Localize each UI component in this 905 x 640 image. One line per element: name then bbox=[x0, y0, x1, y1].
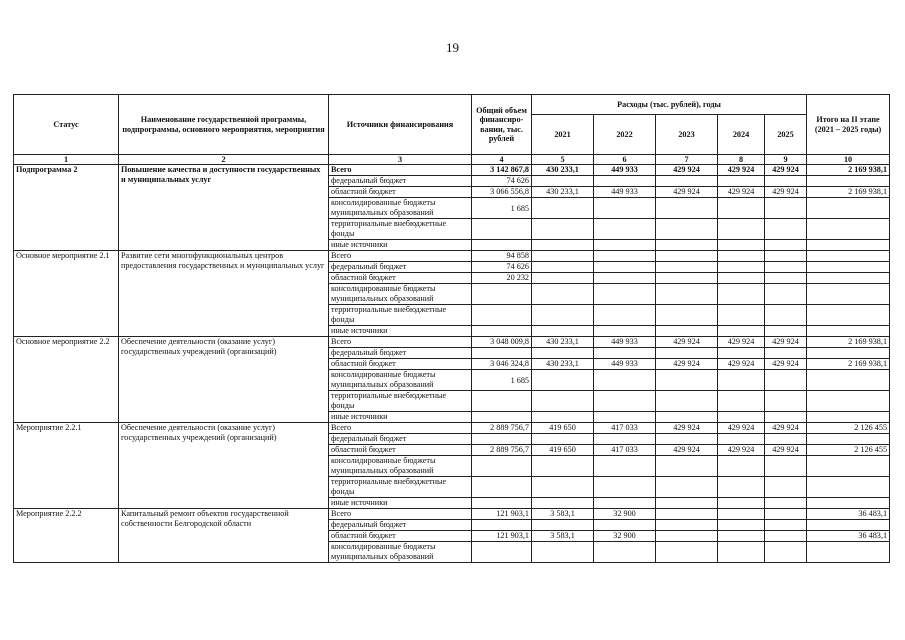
stage-total-cell bbox=[807, 198, 890, 219]
table-row bbox=[14, 337, 890, 348]
year-value-cell: 429 924 bbox=[656, 165, 718, 176]
year-value-cell bbox=[718, 412, 765, 423]
year-value-cell: 430 233,1 bbox=[532, 337, 594, 348]
year-value-cell bbox=[718, 542, 765, 563]
year-value-cell: 429 924 bbox=[765, 187, 807, 198]
year-value-cell: 429 924 bbox=[718, 187, 765, 198]
funding-source: территориальные внебюджетные фонды bbox=[329, 391, 472, 412]
year-value-cell bbox=[594, 219, 656, 240]
stage-total-cell: 2 169 938,1 bbox=[807, 337, 890, 348]
year-value-cell: 429 924 bbox=[656, 359, 718, 370]
funding-source: иные источники bbox=[329, 412, 472, 423]
year-value-cell bbox=[532, 477, 594, 498]
year-value-cell bbox=[594, 542, 656, 563]
year-value-cell bbox=[532, 262, 594, 273]
year-value-cell bbox=[765, 262, 807, 273]
year-value-cell bbox=[532, 326, 594, 337]
year-value-cell bbox=[656, 219, 718, 240]
year-value-cell: 429 924 bbox=[718, 423, 765, 434]
year-value-cell: 429 924 bbox=[765, 423, 807, 434]
year-value-cell bbox=[718, 391, 765, 412]
header-status: Статус bbox=[14, 95, 119, 155]
total-volume-cell: 1 685 bbox=[472, 370, 532, 391]
funding-source: территориальные внебюджетные фонды bbox=[329, 219, 472, 240]
year-value-cell bbox=[594, 198, 656, 219]
stage-total-cell bbox=[807, 412, 890, 423]
year-value-cell: 429 924 bbox=[718, 165, 765, 176]
year-value-cell bbox=[718, 251, 765, 262]
stage-total-cell bbox=[807, 176, 890, 187]
stage-total-cell bbox=[807, 262, 890, 273]
budget-table bbox=[13, 94, 890, 563]
year-value-cell bbox=[718, 326, 765, 337]
stage-total-cell: 2 169 938,1 bbox=[807, 359, 890, 370]
year-value-cell bbox=[718, 219, 765, 240]
year-value-cell: 429 924 bbox=[718, 445, 765, 456]
total-volume-cell: 3 066 556,8 bbox=[472, 187, 532, 198]
year-value-cell bbox=[765, 542, 807, 563]
stage-total-cell bbox=[807, 251, 890, 262]
year-value-cell bbox=[656, 391, 718, 412]
year-value-cell: 429 924 bbox=[765, 359, 807, 370]
table-row bbox=[14, 251, 890, 262]
table-row bbox=[14, 423, 890, 434]
funding-source: территориальные внебюджетные фонды bbox=[329, 477, 472, 498]
stage-total-cell: 2 126 455 bbox=[807, 423, 890, 434]
year-value-cell bbox=[718, 198, 765, 219]
funding-source: Всего bbox=[329, 251, 472, 262]
year-value-cell bbox=[532, 305, 594, 326]
year-value-cell: 430 233,1 bbox=[532, 359, 594, 370]
year-value-cell bbox=[594, 273, 656, 284]
year-value-cell bbox=[765, 305, 807, 326]
total-volume-cell: 74 626 bbox=[472, 176, 532, 187]
year-value-cell bbox=[765, 326, 807, 337]
stage-total-cell bbox=[807, 370, 890, 391]
year-value-cell bbox=[656, 412, 718, 423]
funding-source: консолидированные бюджеты муниципальных образований bbox=[329, 284, 472, 305]
year-value-cell bbox=[656, 305, 718, 326]
year-value-cell bbox=[656, 498, 718, 509]
header-year: 2024 bbox=[718, 115, 765, 155]
year-value-cell bbox=[656, 326, 718, 337]
year-value-cell bbox=[656, 520, 718, 531]
col-number: 1 bbox=[14, 155, 119, 165]
stage-total-cell bbox=[807, 542, 890, 563]
funding-source: иные источники bbox=[329, 240, 472, 251]
year-value-cell bbox=[594, 251, 656, 262]
year-value-cell: 429 924 bbox=[765, 445, 807, 456]
year-value-cell bbox=[532, 520, 594, 531]
funding-source: консолидированные бюджеты муниципальных образований bbox=[329, 542, 472, 563]
funding-source: консолидированные бюджеты муниципальных образований bbox=[329, 198, 472, 219]
year-value-cell bbox=[532, 198, 594, 219]
total-volume-cell: 20 232 bbox=[472, 273, 532, 284]
funding-source: областной бюджет bbox=[329, 187, 472, 198]
funding-source: Всего bbox=[329, 165, 472, 176]
year-value-cell bbox=[656, 542, 718, 563]
stage-total-cell: 2 126 455 bbox=[807, 445, 890, 456]
year-value-cell: 430 233,1 bbox=[532, 187, 594, 198]
header-total-volume: Общий объем финансиро-вании, тыс. рублей bbox=[472, 95, 532, 155]
funding-source: областной бюджет bbox=[329, 359, 472, 370]
year-value-cell bbox=[594, 348, 656, 359]
year-value-cell: 429 924 bbox=[718, 337, 765, 348]
funding-source: федеральный бюджет bbox=[329, 434, 472, 445]
table-row bbox=[14, 165, 890, 176]
year-value-cell bbox=[594, 370, 656, 391]
table-row bbox=[14, 509, 890, 520]
stage-total-cell bbox=[807, 434, 890, 445]
funding-source: областной бюджет bbox=[329, 445, 472, 456]
total-volume-cell bbox=[472, 477, 532, 498]
row-status: Мероприятие 2.2.2 bbox=[14, 509, 119, 563]
col-number: 6 bbox=[594, 155, 656, 165]
total-volume-cell: 121 903,1 bbox=[472, 531, 532, 542]
total-volume-cell: 74 626 bbox=[472, 262, 532, 273]
total-volume-cell: 3 048 009,8 bbox=[472, 337, 532, 348]
year-value-cell bbox=[594, 412, 656, 423]
year-value-cell bbox=[718, 262, 765, 273]
total-volume-cell bbox=[472, 284, 532, 305]
year-value-cell bbox=[594, 434, 656, 445]
stage-total-cell bbox=[807, 219, 890, 240]
year-value-cell: 417 033 bbox=[594, 445, 656, 456]
year-value-cell bbox=[765, 498, 807, 509]
year-value-cell bbox=[765, 520, 807, 531]
year-value-cell bbox=[594, 520, 656, 531]
year-value-cell bbox=[594, 262, 656, 273]
col-number: 10 bbox=[807, 155, 890, 165]
year-value-cell bbox=[765, 176, 807, 187]
funding-source: территориальные внебюджетные фонды bbox=[329, 305, 472, 326]
funding-source: иные источники bbox=[329, 326, 472, 337]
col-number: 2 bbox=[119, 155, 329, 165]
year-value-cell: 419 650 bbox=[532, 423, 594, 434]
year-value-cell bbox=[656, 370, 718, 391]
year-value-cell bbox=[718, 176, 765, 187]
total-volume-cell: 1 685 bbox=[472, 198, 532, 219]
year-value-cell bbox=[765, 240, 807, 251]
row-status: Мероприятие 2.2.1 bbox=[14, 423, 119, 509]
year-value-cell bbox=[765, 273, 807, 284]
year-value-cell bbox=[532, 219, 594, 240]
total-volume-cell bbox=[472, 542, 532, 563]
stage-total-cell bbox=[807, 284, 890, 305]
year-value-cell bbox=[594, 477, 656, 498]
row-name: Обеспечение деятельности (оказание услуг) государственных учреждений (организаций) bbox=[119, 423, 329, 509]
year-value-cell bbox=[765, 477, 807, 498]
header-expenses: Расходы (тыс. рублей), годы bbox=[532, 95, 807, 115]
year-value-cell bbox=[656, 531, 718, 542]
row-name: Обеспечение деятельности (оказание услуг) государственных учреждений (организаций) bbox=[119, 337, 329, 423]
year-value-cell bbox=[532, 284, 594, 305]
row-name: Повышение качества и доступности государственных и муниципальных услуг bbox=[119, 165, 329, 251]
year-value-cell bbox=[532, 391, 594, 412]
funding-source: Всего bbox=[329, 509, 472, 520]
year-value-cell: 430 233,1 bbox=[532, 165, 594, 176]
year-value-cell: 429 924 bbox=[656, 187, 718, 198]
funding-source: консолидированные бюджеты муниципальных образований bbox=[329, 456, 472, 477]
year-value-cell bbox=[532, 240, 594, 251]
total-volume-cell: 2 889 756,7 bbox=[472, 423, 532, 434]
total-volume-cell bbox=[472, 412, 532, 423]
year-value-cell: 417 033 bbox=[594, 423, 656, 434]
year-value-cell bbox=[656, 456, 718, 477]
year-value-cell bbox=[656, 240, 718, 251]
total-volume-cell bbox=[472, 456, 532, 477]
year-value-cell: 3 583,1 bbox=[532, 509, 594, 520]
year-value-cell: 3 583,1 bbox=[532, 531, 594, 542]
year-value-cell: 419 650 bbox=[532, 445, 594, 456]
total-volume-cell bbox=[472, 434, 532, 445]
year-value-cell bbox=[718, 456, 765, 477]
col-number: 4 bbox=[472, 155, 532, 165]
year-value-cell bbox=[718, 348, 765, 359]
funding-source: областной бюджет bbox=[329, 273, 472, 284]
funding-source: консолидированные бюджеты муниципальных образований bbox=[329, 370, 472, 391]
year-value-cell bbox=[656, 251, 718, 262]
year-value-cell bbox=[656, 198, 718, 219]
year-value-cell bbox=[765, 251, 807, 262]
year-value-cell bbox=[532, 456, 594, 477]
year-value-cell bbox=[765, 434, 807, 445]
year-value-cell bbox=[765, 412, 807, 423]
stage-total-cell: 2 169 938,1 bbox=[807, 165, 890, 176]
year-value-cell: 32 900 bbox=[594, 509, 656, 520]
year-value-cell bbox=[718, 240, 765, 251]
year-value-cell bbox=[765, 456, 807, 477]
year-value-cell bbox=[594, 326, 656, 337]
funding-source: иные источники bbox=[329, 498, 472, 509]
stage-total-cell bbox=[807, 273, 890, 284]
stage-total-cell bbox=[807, 520, 890, 531]
funding-source: федеральный бюджет bbox=[329, 176, 472, 187]
stage-total-cell bbox=[807, 498, 890, 509]
funding-source: федеральный бюджет bbox=[329, 520, 472, 531]
total-volume-cell: 2 889 756,7 bbox=[472, 445, 532, 456]
stage-total-cell bbox=[807, 477, 890, 498]
year-value-cell: 449 933 bbox=[594, 337, 656, 348]
stage-total-cell bbox=[807, 391, 890, 412]
total-volume-cell bbox=[472, 219, 532, 240]
row-name: Развитие сети многофункциональных центров предоставления государственных и муниципальных услуг bbox=[119, 251, 329, 337]
year-value-cell: 429 924 bbox=[718, 359, 765, 370]
year-value-cell bbox=[532, 348, 594, 359]
year-value-cell bbox=[718, 520, 765, 531]
year-value-cell bbox=[532, 273, 594, 284]
stage-total-cell bbox=[807, 456, 890, 477]
year-value-cell bbox=[765, 198, 807, 219]
year-value-cell bbox=[765, 219, 807, 240]
col-number: 8 bbox=[718, 155, 765, 165]
total-volume-cell bbox=[472, 305, 532, 326]
stage-total-cell: 36 483,1 bbox=[807, 531, 890, 542]
total-volume-cell bbox=[472, 348, 532, 359]
year-value-cell bbox=[718, 273, 765, 284]
stage-total-cell bbox=[807, 326, 890, 337]
year-value-cell bbox=[718, 477, 765, 498]
year-value-cell bbox=[532, 434, 594, 445]
year-value-cell bbox=[656, 434, 718, 445]
year-value-cell bbox=[718, 531, 765, 542]
header-sources: Источники финансирования bbox=[329, 95, 472, 155]
year-value-cell: 429 924 bbox=[765, 337, 807, 348]
total-volume-cell bbox=[472, 498, 532, 509]
header-stage-total: Итого на II этапе (2021 – 2025 годы) bbox=[807, 95, 890, 155]
year-value-cell: 429 924 bbox=[656, 445, 718, 456]
total-volume-cell: 3 142 867,8 bbox=[472, 165, 532, 176]
year-value-cell bbox=[718, 284, 765, 305]
funding-source: областной бюджет bbox=[329, 531, 472, 542]
year-value-cell bbox=[594, 176, 656, 187]
row-name: Капитальный ремонт объектов государственной собственности Белгородской области bbox=[119, 509, 329, 563]
funding-source: Всего bbox=[329, 337, 472, 348]
year-value-cell bbox=[532, 498, 594, 509]
row-status: Подпрограмма 2 bbox=[14, 165, 119, 251]
year-value-cell bbox=[532, 251, 594, 262]
header-year: 2021 bbox=[532, 115, 594, 155]
stage-total-cell: 2 169 938,1 bbox=[807, 187, 890, 198]
year-value-cell bbox=[765, 284, 807, 305]
year-value-cell bbox=[718, 434, 765, 445]
header-year: 2022 bbox=[594, 115, 656, 155]
year-value-cell bbox=[718, 509, 765, 520]
year-value-cell: 429 924 bbox=[656, 337, 718, 348]
col-number: 3 bbox=[329, 155, 472, 165]
funding-source: федеральный бюджет bbox=[329, 262, 472, 273]
year-value-cell bbox=[656, 509, 718, 520]
total-volume-cell: 121 903,1 bbox=[472, 509, 532, 520]
year-value-cell bbox=[594, 240, 656, 251]
year-value-cell bbox=[718, 370, 765, 391]
col-number: 5 bbox=[532, 155, 594, 165]
year-value-cell: 449 933 bbox=[594, 359, 656, 370]
year-value-cell bbox=[656, 477, 718, 498]
stage-total-cell bbox=[807, 348, 890, 359]
year-value-cell bbox=[532, 412, 594, 423]
year-value-cell bbox=[656, 284, 718, 305]
year-value-cell bbox=[532, 542, 594, 563]
funding-source: Всего bbox=[329, 423, 472, 434]
header-year: 2023 bbox=[656, 115, 718, 155]
page-number: 19 bbox=[446, 40, 459, 55]
table-body bbox=[14, 165, 890, 563]
year-value-cell bbox=[656, 348, 718, 359]
total-volume-cell bbox=[472, 520, 532, 531]
stage-total-cell bbox=[807, 305, 890, 326]
year-value-cell bbox=[765, 348, 807, 359]
year-value-cell bbox=[656, 273, 718, 284]
year-value-cell: 449 933 bbox=[594, 165, 656, 176]
year-value-cell bbox=[532, 176, 594, 187]
col-number: 9 bbox=[765, 155, 807, 165]
total-volume-cell: 94 858 bbox=[472, 251, 532, 262]
year-value-cell bbox=[594, 391, 656, 412]
col-number: 7 bbox=[656, 155, 718, 165]
year-value-cell bbox=[765, 509, 807, 520]
stage-total-cell: 36 483,1 bbox=[807, 509, 890, 520]
year-value-cell: 429 924 bbox=[765, 165, 807, 176]
year-value-cell: 449 933 bbox=[594, 187, 656, 198]
header-name: Наименование государственной программы, подпрограммы, основного мероприятия, мероприятия bbox=[119, 95, 329, 155]
total-volume-cell bbox=[472, 240, 532, 251]
year-value-cell bbox=[765, 391, 807, 412]
row-status: Основное мероприятие 2.2 bbox=[14, 337, 119, 423]
row-status: Основное мероприятие 2.1 bbox=[14, 251, 119, 337]
year-value-cell bbox=[656, 262, 718, 273]
year-value-cell bbox=[765, 531, 807, 542]
year-value-cell: 32 900 bbox=[594, 531, 656, 542]
total-volume-cell bbox=[472, 391, 532, 412]
year-value-cell bbox=[594, 284, 656, 305]
header-year: 2025 bbox=[765, 115, 807, 155]
year-value-cell bbox=[594, 305, 656, 326]
year-value-cell bbox=[532, 370, 594, 391]
year-value-cell: 429 924 bbox=[656, 423, 718, 434]
total-volume-cell: 3 046 324,8 bbox=[472, 359, 532, 370]
year-value-cell bbox=[656, 176, 718, 187]
year-value-cell bbox=[594, 498, 656, 509]
year-value-cell bbox=[594, 456, 656, 477]
year-value-cell bbox=[765, 370, 807, 391]
year-value-cell bbox=[718, 305, 765, 326]
funding-source: федеральный бюджет bbox=[329, 348, 472, 359]
total-volume-cell bbox=[472, 326, 532, 337]
year-value-cell bbox=[718, 498, 765, 509]
stage-total-cell bbox=[807, 240, 890, 251]
